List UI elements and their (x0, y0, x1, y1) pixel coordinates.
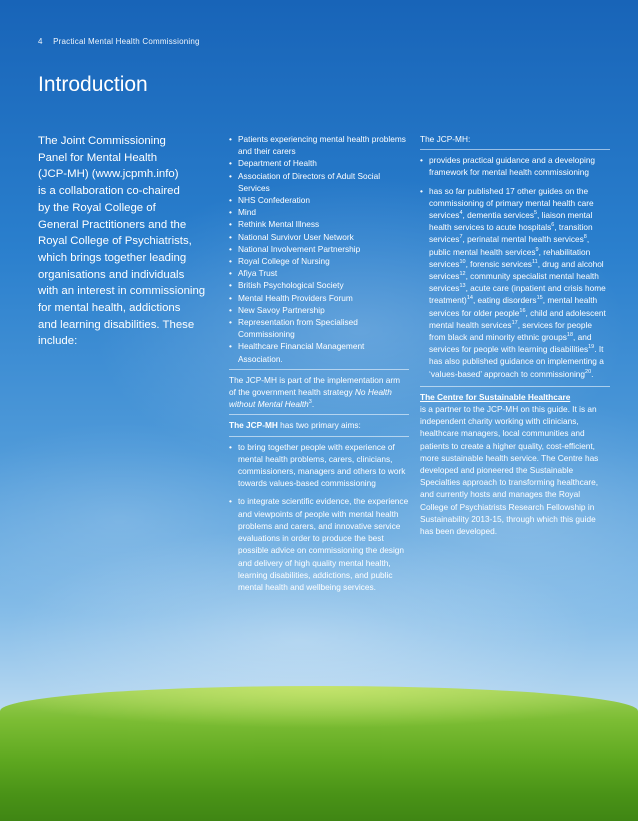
guides-text: , child and adolescent mental health services (429, 307, 606, 330)
intro-line: (JCP-MH) (www.jcpmh.info) (38, 168, 179, 181)
guides-text: , dementia services (462, 210, 534, 221)
guides-text: , public mental health services (429, 234, 590, 257)
guides-text: , rehabilitation services (429, 246, 591, 269)
intro-line: organisations and individuals (38, 268, 185, 281)
aims-list (229, 441, 409, 593)
implementation-paragraph (229, 374, 409, 411)
footnote-ref: 9 (535, 246, 539, 253)
member-item: • New Savoy Partnership (229, 304, 409, 316)
guides-text: , eating disorders (472, 295, 537, 306)
member-list (229, 133, 409, 365)
members-column (229, 133, 409, 599)
running-header (38, 37, 200, 46)
guides-text: . (591, 368, 594, 379)
footnote-ref: 14 (466, 295, 473, 302)
member-item: • National Survivor User Network (229, 231, 409, 243)
jcpmh-column (420, 133, 610, 537)
member-item: • Representation from Specialised Commissioning (229, 316, 409, 340)
aims-lead (229, 419, 409, 431)
intro-line: include: (38, 335, 78, 348)
guides-text: , forensic services (465, 258, 532, 269)
intro-line: Royal College of Psychiatrists, (38, 235, 192, 248)
aims-item: • to bring together people with experience of mental health problems, carers, clinicians, commissioners, managers and others to work towards values-based commissioning (229, 441, 409, 490)
intro-line: which brings together leading (38, 251, 187, 264)
member-item: • Association of Directors of Adult Social Services (229, 170, 409, 194)
footnote-ref: 13 (459, 283, 466, 290)
member-item: • NHS Confederation (229, 194, 409, 206)
footnote-ref: 7 (459, 234, 463, 241)
jcpmh-lead: The JCP-MH: (420, 134, 471, 144)
intro-line: The Joint Commissioning (38, 135, 166, 147)
member-item: • Royal College of Nursing (229, 255, 409, 267)
member-item: • Afiya Trust (229, 267, 409, 279)
page-title: Introduction (38, 73, 148, 96)
guides-text: , services for people from black and minority ethnic groups (429, 319, 592, 343)
intro-line: by the Royal College of (38, 201, 156, 214)
member-item: • Patients experiencing mental health problems and their carers (229, 133, 409, 157)
member-item: • British Psychological Society (229, 279, 409, 291)
guides-text: . It has also published guidance on implementing a ‘values-based’ approach to commissioning (429, 344, 604, 379)
footnote-ref: 6 (551, 222, 555, 229)
member-item: • National Involvement Partnership (229, 243, 409, 255)
strategy-title: No Health without Mental Health (229, 387, 392, 410)
member-item: • Department of Health (229, 157, 409, 169)
guides-text: , perinatal mental health services (462, 234, 584, 245)
footnote-ref: 10 (459, 259, 466, 266)
footnote-ref: 18 (566, 332, 574, 339)
aims-item: • to integrate scientific evidence, the experience and viewpoints of people with mental health problems and carers, and innovative service evaluations in order to produce the best possible advice on commissioning the design and delivery of high quality mental health, learning disabilities, addictions, and public mental health and wellbeing services. (229, 495, 409, 593)
member-item: • Healthcare Financial Management Association. (229, 340, 409, 364)
footnote-ref: 16 (519, 307, 526, 314)
guides-text: , acute care (inpatient and crisis home treatment) (429, 283, 606, 306)
aims-lead-text: has two primary aims: (277, 420, 361, 431)
centre-name: The Centre for Sustainable Healthcare (420, 391, 571, 402)
guides-text: , liaison mental health services to acute hospitals (429, 210, 593, 233)
implementation-text: The JCP-MH is part of the implementation arm of the government health strategy (229, 374, 401, 398)
footnote-ref: 5 (533, 210, 538, 217)
intro-line: General Practitioners and the (38, 218, 187, 231)
jcpmh-item-guidance: • provides practical guidance and a developing framework for mental health commissioning (420, 154, 610, 178)
intro-line: and learning disabilities. These (38, 318, 195, 331)
member-item: • Mental Health Providers Forum (229, 292, 409, 304)
sentence-end: . (311, 399, 315, 410)
divider (420, 386, 610, 387)
member-item: • Rethink Mental Illness (229, 218, 409, 230)
footnote-ref: 17 (511, 320, 518, 327)
grass-field-image (0, 686, 638, 821)
divider (229, 414, 409, 415)
member-item: • Mind (229, 206, 409, 218)
guides-text: , mental health services for older people (429, 295, 598, 318)
jcpmh-item-guides (420, 185, 610, 380)
intro-line: with an interest in commissioning (38, 285, 206, 298)
footnote-ref: 8 (583, 234, 587, 241)
divider (420, 149, 610, 150)
intro-line: for mental health, addictions (38, 302, 181, 315)
footnote-ref: 3 (308, 399, 312, 406)
jcpmh-list (420, 154, 610, 380)
footnote-ref: 20 (585, 368, 592, 375)
footnote-ref: 12 (459, 271, 466, 278)
guides-text: , community specialist mental health services (429, 271, 599, 294)
intro-line: Panel for Mental Health (38, 151, 158, 164)
divider (229, 436, 409, 437)
footnote-ref: 19 (588, 344, 595, 351)
guides-text: has so far published 17 other guides on the commissioning of primary mental health care services (429, 185, 594, 221)
guides-text: , drug and alcohol services (429, 258, 604, 282)
running-title: Practical Mental Health Commissioning (53, 37, 200, 46)
aims-lead-bold: The JCP-MH (229, 420, 278, 431)
intro-paragraph (38, 133, 218, 350)
guides-text: , transition services (429, 222, 593, 245)
intro-line: is a collaboration co-chaired (38, 185, 180, 198)
guides-text: , and services for people with learning disabilities (429, 332, 592, 355)
footnote-ref: 11 (531, 259, 538, 266)
page-number: 4 (38, 37, 43, 46)
divider (229, 369, 409, 370)
centre-paragraph: is a partner to the JCP-MH on this guide. It is an independent charity working with clinicians, healthcare managers, local communities and patients to create a higher quality, cost-efficient, more sustainable health service. The Centre has developed and pioneered the Sustainable Specialties approach to transforming healthcare, and currently hosts and manages the Royal College of Psychiatrists Research Fellowship in Sustainability 2013-15, through which this guide has been developed. (420, 404, 599, 537)
footnote-ref: 4 (459, 210, 463, 217)
footnote-ref: 15 (536, 295, 543, 302)
